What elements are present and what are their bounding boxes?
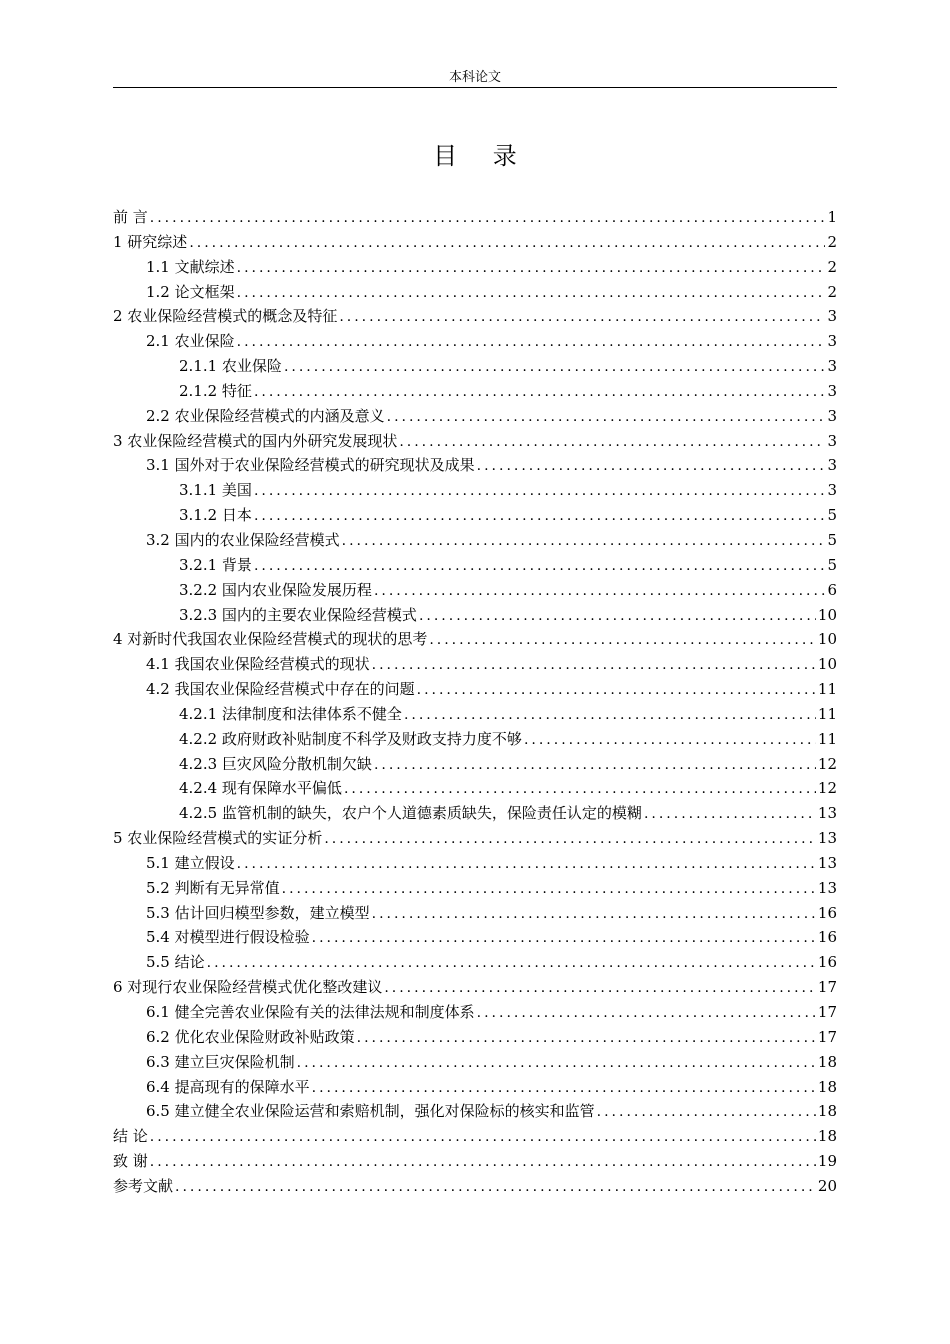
toc-entry[interactable]: [113, 330, 837, 355]
toc-entry-page: 19: [817, 1152, 837, 1171]
header-rule: [113, 87, 837, 88]
toc-entry[interactable]: [113, 206, 837, 231]
toc-entry-title: 6.1 健全完善农业保险有关的法律法规和制度体系: [146, 1003, 475, 1021]
toc-entry-title: 4.2.2 政府财政补贴制度不科学及财政支持力度不够: [179, 729, 522, 748]
toc-entry-page: 2: [827, 282, 837, 301]
toc-leader-dots: [207, 955, 816, 971]
toc-entry-page: 5: [827, 530, 837, 549]
toc-leader-dots: [644, 806, 816, 822]
toc-leader-dots: [150, 1129, 816, 1145]
toc-entry[interactable]: [113, 554, 837, 579]
toc-entry-page: 13: [817, 853, 837, 872]
toc-entry-page: 17: [817, 1027, 837, 1046]
toc-entry[interactable]: [113, 1001, 837, 1026]
toc-entry-page: 11: [817, 680, 837, 699]
toc-entry-title: 2 农业保险经营模式的概念及特征: [113, 307, 338, 326]
toc-entry[interactable]: [113, 1125, 837, 1150]
toc-entry-title: 5 农业保险经营模式的实证分析: [113, 829, 323, 848]
toc-leader-dots: [384, 980, 816, 996]
toc-entry-page: 11: [817, 704, 837, 723]
toc-leader-dots: [297, 1055, 816, 1071]
toc-entry-page: 1: [827, 208, 837, 226]
toc-leader-dots: [344, 781, 816, 797]
toc-leader-dots: [372, 657, 816, 673]
toc-leader-dots: [477, 1005, 816, 1021]
toc-entry-page: 16: [817, 928, 837, 947]
toc-entry-page: 18: [817, 1102, 837, 1121]
toc-entry[interactable]: [113, 1100, 837, 1125]
toc-leader-dots: [254, 558, 826, 574]
toc-leader-dots: [524, 732, 816, 748]
toc-entry-page: 3: [827, 332, 837, 351]
toc-leader-dots: [374, 583, 826, 599]
toc-entry-page: 13: [817, 878, 837, 897]
toc-leader-dots: [339, 309, 825, 325]
toc-entry[interactable]: [113, 703, 837, 728]
toc-leader-dots: [477, 458, 826, 474]
toc-entry-title: 2.1.2 特征: [179, 381, 252, 400]
toc-leader-dots: [282, 881, 816, 897]
toc-leader-dots: [175, 1179, 816, 1195]
toc-entry-title: 6.2 优化农业保险财政补贴政策: [146, 1027, 355, 1046]
toc-entry[interactable]: [113, 728, 837, 753]
toc-leader-dots: [399, 434, 825, 450]
toc-entry-title: 4.2.4 现有保障水平偏低: [179, 779, 342, 798]
toc-entry-title: 1 研究综述: [113, 232, 188, 251]
toc-leader-dots: [324, 831, 816, 847]
toc-entry-title: 4.1 我国农业保险经营模式的现状: [146, 655, 370, 674]
toc-entry[interactable]: [113, 281, 837, 306]
toc-entry[interactable]: [113, 777, 837, 802]
toc-entry-page: 10: [817, 605, 837, 624]
toc-entry[interactable]: [113, 1076, 837, 1101]
toc-entry[interactable]: [113, 1175, 837, 1200]
toc-entry[interactable]: [113, 802, 837, 827]
toc-entry[interactable]: [113, 976, 837, 1001]
toc-entry-page: 11: [817, 729, 837, 748]
toc-leader-dots: [419, 608, 816, 624]
toc-entry[interactable]: [113, 454, 837, 479]
toc-title: 目 录: [433, 142, 531, 170]
toc-entry-title: 3.2.1 背景: [179, 555, 252, 574]
toc-entry-page: 2: [827, 257, 837, 276]
toc-leader-dots: [254, 384, 826, 400]
toc-entry-title: 6 对现行农业保险经营模式优化整改建议: [113, 978, 383, 997]
toc-entry-title: 3.1.1 美国: [179, 481, 252, 500]
toc-entry-title: 5.4 对模型进行假设检验: [146, 928, 310, 947]
toc-leader-dots: [254, 483, 826, 499]
toc-entry-title: 4.2.1 法律制度和法律体系不健全: [179, 704, 402, 723]
toc-entry[interactable]: [113, 753, 837, 778]
toc-entry-title: 4 对新时代我国农业保险经营模式的现状的思考: [113, 630, 428, 649]
toc-entry-page: 20: [817, 1176, 837, 1195]
toc-entry[interactable]: [113, 579, 837, 604]
toc-leader-dots: [254, 508, 826, 524]
toc-entry-page: 12: [817, 779, 837, 798]
toc-entry-title: 6.5 建立健全农业保险运营和索赔机制，强化对保险标的核实和监管: [146, 1102, 595, 1121]
toc-entry-page: 3: [827, 431, 837, 450]
table-of-contents: [113, 206, 837, 1200]
toc-entry-title: 结 论: [113, 1127, 148, 1146]
toc-entry-title: 4.2.5 监管机制的缺失，农户个人道德素质缺失，保险责任认定的模糊: [179, 804, 642, 823]
toc-entry-title: 前 言: [113, 208, 148, 226]
toc-entry-page: 16: [817, 903, 837, 922]
toc-entry-title: 5.2 判断有无异常值: [146, 878, 280, 897]
toc-entry-page: 3: [827, 307, 837, 326]
toc-entry-title: 3.1.2 日本: [179, 506, 252, 525]
toc-entry-title: 1.1 文献综述: [146, 257, 235, 276]
toc-entry-title: 5.1 建立假设: [146, 853, 235, 872]
toc-entry-page: 17: [817, 1003, 837, 1021]
toc-entry[interactable]: [113, 877, 837, 902]
toc-entry-title: 2.1.1 农业保险: [179, 357, 282, 376]
toc-leader-dots: [189, 235, 825, 251]
toc-entry[interactable]: [113, 1150, 837, 1175]
toc-entry[interactable]: [113, 951, 837, 976]
toc-entry[interactable]: [113, 1026, 837, 1051]
toc-entry[interactable]: [113, 231, 837, 256]
toc-entry[interactable]: [113, 653, 837, 678]
page-header: 本科论文: [448, 70, 501, 85]
toc-entry[interactable]: [113, 355, 837, 380]
toc-entry-title: 2.1 农业保险: [146, 332, 235, 351]
toc-leader-dots: [237, 334, 826, 350]
toc-entry[interactable]: [113, 827, 837, 852]
toc-entry-title: 1.2 论文框架: [146, 282, 235, 301]
toc-entry[interactable]: [113, 926, 837, 951]
toc-entry-title: 参考文献: [113, 1176, 174, 1195]
toc-leader-dots: [237, 856, 816, 872]
toc-entry-title: 5.5 结论: [146, 953, 205, 972]
toc-entry[interactable]: [113, 305, 837, 330]
toc-entry-page: 13: [817, 829, 837, 848]
toc-entry-title: 6.4 提高现有的保障水平: [146, 1077, 310, 1096]
toc-leader-dots: [342, 533, 826, 549]
toc-entry-title: 3 农业保险经营模式的国内外研究发展现状: [113, 431, 398, 450]
toc-leader-dots: [429, 632, 816, 648]
toc-entry-page: 18: [817, 1127, 837, 1146]
toc-leader-dots: [237, 285, 826, 301]
toc-entry-title: 4.2.3 巨灾风险分散机制欠缺: [179, 754, 372, 773]
toc-entry[interactable]: [113, 256, 837, 281]
toc-entry-page: 3: [827, 406, 837, 425]
toc-entry-page: 18: [817, 1052, 837, 1071]
toc-entry-page: 12: [817, 754, 837, 773]
toc-entry[interactable]: [113, 479, 837, 504]
toc-entry-page: 3: [827, 357, 837, 376]
toc-entry-title: 3.2.2 国内农业保险发展历程: [179, 580, 372, 599]
toc-entry-title: 3.2.3 国内的主要农业保险经营模式: [179, 605, 417, 624]
toc-leader-dots: [404, 707, 816, 723]
toc-entry[interactable]: [113, 405, 837, 430]
toc-entry-title: 6.3 建立巨灾保险机制: [146, 1052, 295, 1071]
toc-entry-title: 致 谢: [113, 1152, 148, 1171]
toc-entry-page: 3: [827, 381, 837, 400]
toc-entry[interactable]: [113, 430, 837, 455]
toc-entry-title: 2.2 农业保险经营模式的内涵及意义: [146, 406, 385, 425]
toc-leader-dots: [387, 409, 826, 425]
toc-leader-dots: [312, 930, 816, 946]
toc-entry[interactable]: [113, 604, 837, 629]
toc-entry-page: 10: [817, 630, 837, 649]
toc-leader-dots: [237, 260, 826, 276]
toc-entry-page: 16: [817, 953, 837, 972]
toc-entry-page: 5: [827, 506, 837, 525]
toc-leader-dots: [150, 1154, 816, 1170]
toc-entry-title: 3.1 国外对于农业保险经营模式的研究现状及成果: [146, 456, 475, 475]
toc-entry[interactable]: [113, 628, 837, 653]
toc-entry-page: 5: [827, 555, 837, 574]
toc-entry[interactable]: [113, 902, 837, 927]
toc-leader-dots: [357, 1030, 816, 1046]
toc-entry-page: 3: [827, 456, 837, 475]
toc-entry[interactable]: [113, 504, 837, 529]
toc-entry-page: 18: [817, 1077, 837, 1096]
toc-entry[interactable]: [113, 529, 837, 554]
toc-entry-page: 3: [827, 481, 837, 500]
toc-leader-dots: [150, 210, 826, 226]
toc-entry-page: 17: [817, 978, 837, 997]
toc-entry-title: 5.3 估计回归模型参数，建立模型: [146, 903, 370, 922]
toc-leader-dots: [417, 682, 816, 698]
toc-leader-dots: [284, 359, 826, 375]
toc-leader-dots: [312, 1080, 816, 1096]
toc-leader-dots: [372, 906, 816, 922]
toc-entry[interactable]: [113, 380, 837, 405]
toc-entry-page: 10: [817, 655, 837, 674]
toc-entry[interactable]: [113, 678, 837, 703]
toc-entry-page: 2: [827, 232, 837, 251]
toc-entry-page: 13: [817, 804, 837, 823]
toc-leader-dots: [597, 1104, 816, 1120]
toc-entry-page: 6: [827, 580, 837, 599]
toc-entry[interactable]: [113, 1051, 837, 1076]
toc-entry-title: 4.2 我国农业保险经营模式中存在的问题: [146, 680, 415, 699]
toc-entry[interactable]: [113, 852, 837, 877]
toc-leader-dots: [374, 757, 816, 773]
toc-entry-title: 3.2 国内的农业保险经营模式: [146, 530, 340, 549]
